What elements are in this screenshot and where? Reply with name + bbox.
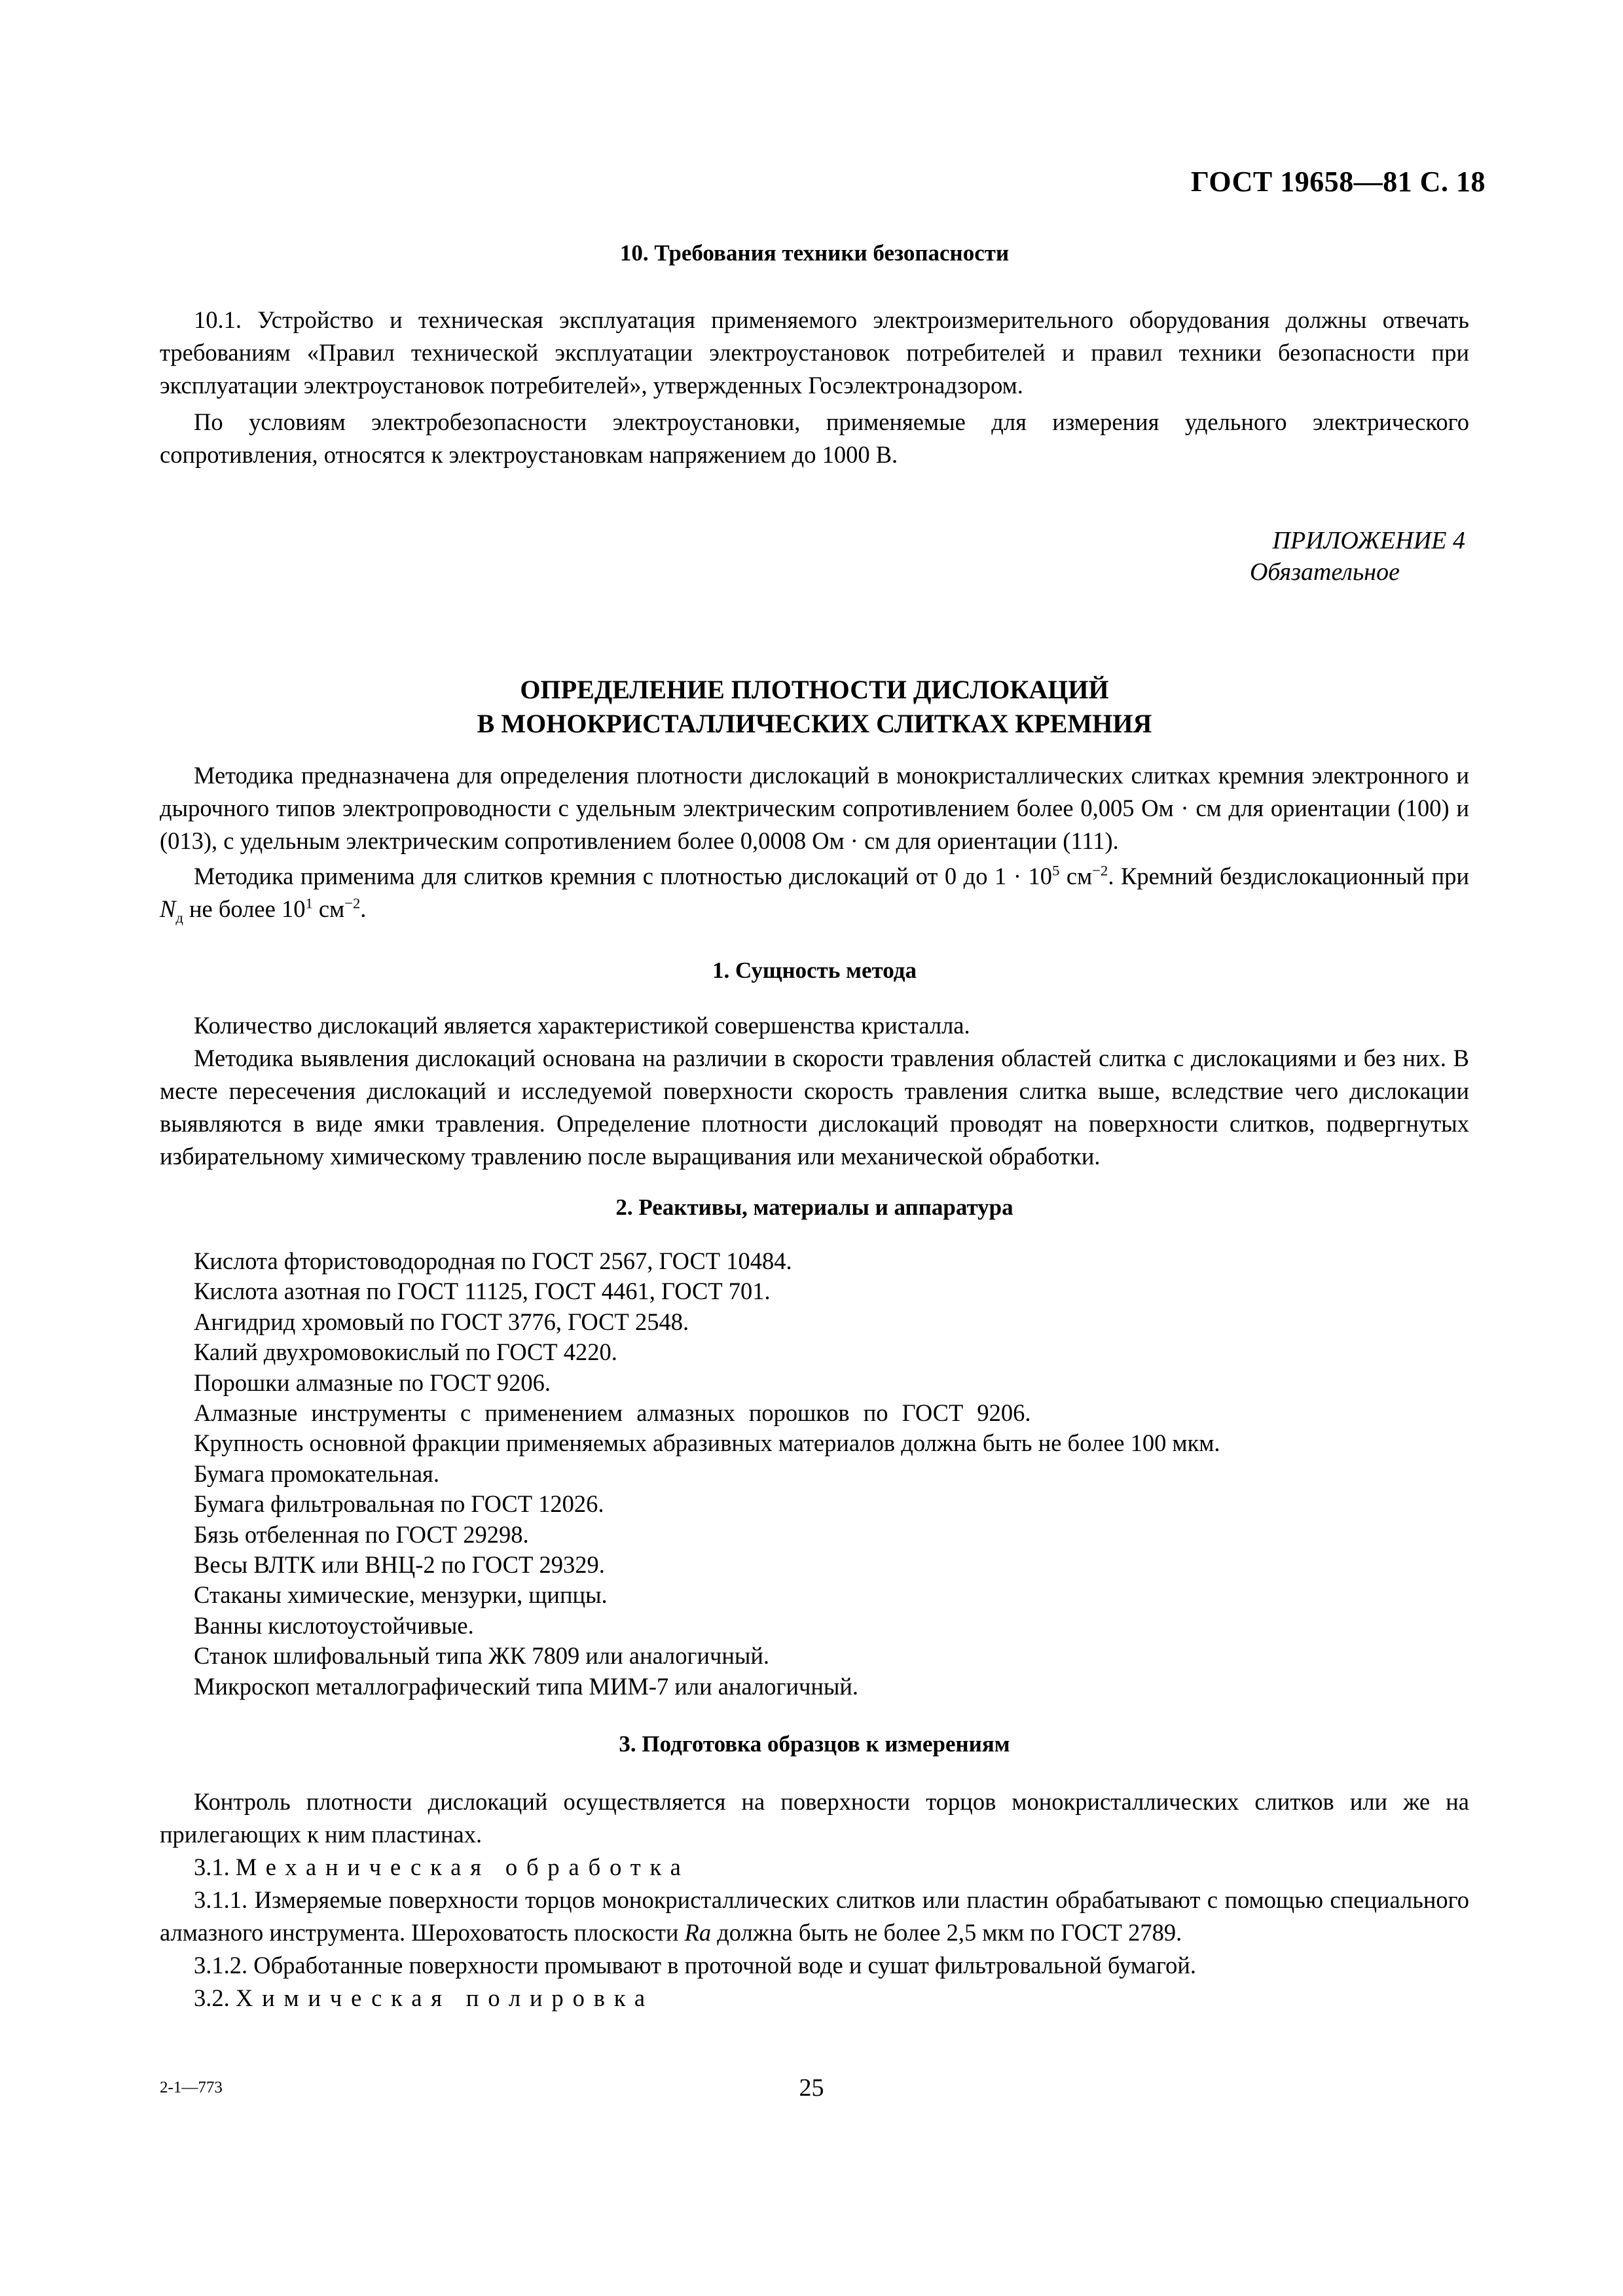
list-item: Кислота азотная по ГОСТ 11125, ГОСТ 4461, ГОСТ 701. xyxy=(194,1278,771,1305)
section-3-paragraph-1: Контроль плотности дислокаций осуществляется на поверхности торцов монокристаллических слитков или же на прилегающих к ним пластинах. xyxy=(160,1788,1469,1848)
list-item: Бязь отбеленная по ГОСТ 29298. xyxy=(194,1520,529,1548)
document-title-line-1: ОПРЕДЕЛЕНИЕ ПЛОТНОСТИ ДИСЛОКАЦИЙ xyxy=(520,675,1109,704)
document-header: ГОСТ 19658—81 С. 18 xyxy=(1190,166,1486,198)
paragraph-10-2: По условиям электробезопасности электроустановки, применяемые для измерения удельного электрического сопротивления, относятся к электроустановкам напряжением до 1000 В. xyxy=(160,408,1469,468)
document-title xyxy=(160,673,1469,741)
appendix-status: Обязательное xyxy=(1249,558,1400,586)
section-2-heading: 2. Реактивы, материалы и аппаратура xyxy=(615,1194,1013,1220)
appendix-block xyxy=(160,525,1469,588)
list-item: Станок шлифовальный типа ЖК 7809 или аналогичный. xyxy=(194,1642,770,1670)
materials-list xyxy=(160,1246,1469,1702)
page-content xyxy=(160,237,1469,2015)
list-item: Ангидрид хромовый по ГОСТ 3776, ГОСТ 2548. xyxy=(194,1308,689,1335)
subsection-3-1-title: 3.1. Механическая обработка xyxy=(194,1854,690,1881)
intro-paragraph-2: Методика применима для слитков кремния с плотностью дислокаций от 0 до $1 \cdot 10^5$ $см^{-2}$. Кремний бездислокационный при $N_д$ не более $10^1$ $см^{-2}$. xyxy=(160,862,1469,926)
footer-code: 2-1—773 xyxy=(160,2079,223,2096)
list-item: Микроскоп металлографический типа МИМ-7 или аналогичный. xyxy=(194,1672,859,1700)
section-10-heading: 10. Требования техники безопасности xyxy=(619,240,1010,266)
section-3-heading: 3. Подготовка образцов к измерениям xyxy=(619,1731,1010,1757)
list-item: Калий двухромовокислый по ГОСТ 4220. xyxy=(194,1338,617,1366)
list-item: Весы ВЛТК или ВНЦ-2 по ГОСТ 29329. xyxy=(194,1551,605,1579)
list-item: Бумага промокательная. xyxy=(194,1460,439,1487)
paragraph-3-1-1: 3.1.1. Измеряемые поверхности торцов монокристаллических слитков или пластин обрабатывают с помощью специального алмазного инструмента. Шероховатость плоскости Ra должна быть не более 2,5 мкм по ГОСТ 2789. xyxy=(160,1886,1469,1946)
document-title-line-2: В МОНОКРИСТАЛЛИЧЕСКИХ СЛИТКАХ КРЕМНИЯ xyxy=(477,709,1152,738)
list-item: Крупность основной фракции применяемых абразивных материалов должна быть не более 100 мкм. xyxy=(194,1429,1220,1457)
section-1-heading: 1. Сущность метода xyxy=(712,958,917,983)
list-item: Ванны кислотоустойчивые. xyxy=(194,1611,474,1639)
intro-paragraph-1: Методика предназначена для определения плотности дислокаций в монокристаллических слитках кремния электронного и дырочного типов электропроводности с удельным электрическим сопротивлением более 0,005 Ом · см для ориентации (100) и (013), с удельным электрическим сопротивлением более 0,0008 Ом · см для ориентации (111). xyxy=(160,762,1469,854)
paragraph-10-1: 10.1. Устройство и техническая эксплуатация применяемого электроизмерительного оборудования должны отвечать требованиям «Правил технической эксплуатации электроустановок потребителей и правил техники безопасности при эксплуатации электроустановок потребителей», утвержденных Госэлектронадзором. xyxy=(160,306,1469,399)
paragraph-3-1-2: 3.1.2. Обработанные поверхности промывают в проточной воде и сушат фильтровальной бумагой. xyxy=(194,1952,1196,1979)
list-item: Стаканы химические, мензурки, щипцы. xyxy=(194,1581,608,1609)
list-item: Бумага фильтровальная по ГОСТ 12026. xyxy=(194,1490,604,1518)
subsection-3-2-title: 3.2. Химическая полировка xyxy=(194,1984,654,2012)
list-item: Алмазные инструменты с применением алмазных порошков по ГОСТ 9206. xyxy=(194,1399,1031,1427)
list-item: Кислота фтористоводородная по ГОСТ 2567, ГОСТ 10484. xyxy=(194,1247,792,1274)
page-number: 25 xyxy=(799,2074,824,2102)
section-1-paragraph-2: Методика выявления дислокаций основана на различии в скорости травления областей слитка с дислокациями и без них. В месте пересечения дислокаций и исследуемой поверхности скорость травления слитка выше, вследствие чего дислокации выявляются в виде ямки травления. Определение плотности дислокаций проводят на поверхности слитков, подвергнутых избирательному химическому травлению после выращивания или механической обработки. xyxy=(160,1045,1469,1170)
list-item: Порошки алмазные по ГОСТ 9206. xyxy=(194,1369,551,1396)
section-1-paragraph-1: Количество дислокаций является характеристикой совершенства кристалла. xyxy=(194,1012,970,1039)
appendix-label: ПРИЛОЖЕНИЕ 4 xyxy=(1272,527,1465,554)
